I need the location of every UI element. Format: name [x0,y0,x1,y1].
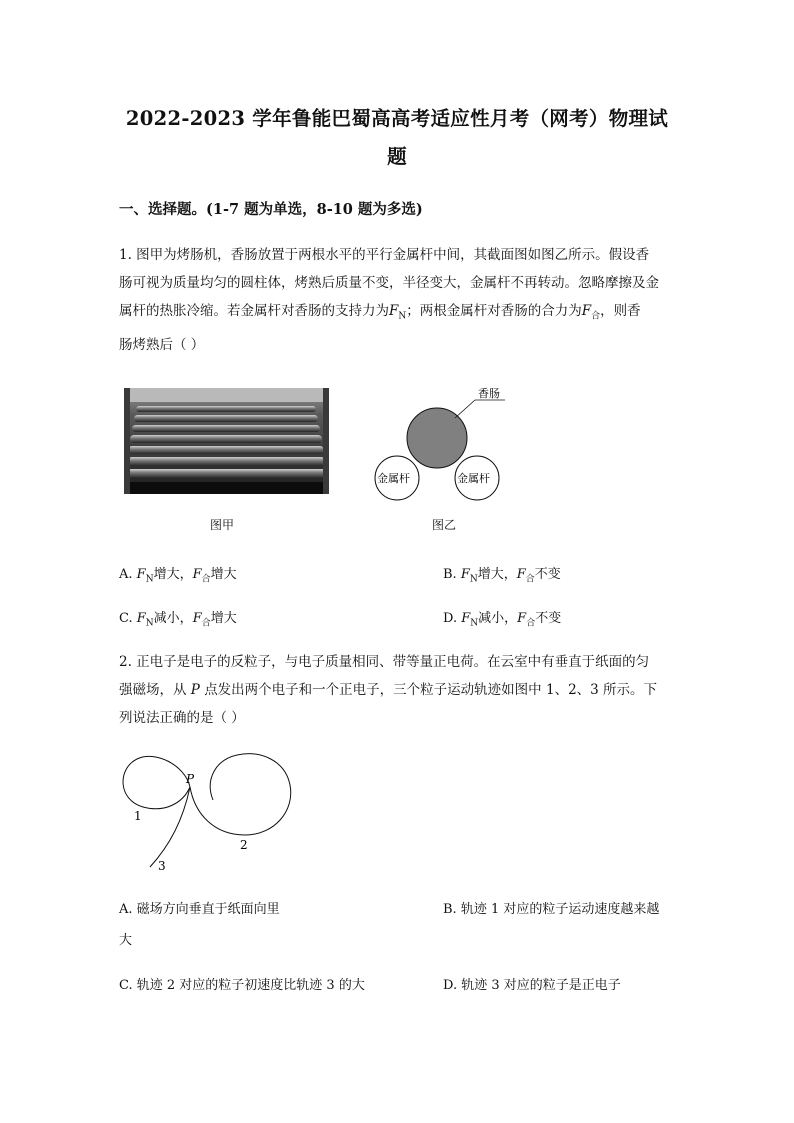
label-rod-left: 金属杆 [377,472,410,485]
question-1 [119,241,679,359]
q1-option-b[interactable]: B. $F_N$增大，$F_合$不变 [443,567,561,585]
q2-option-c[interactable]: C. 轨迹 2 对应的粒子初速度比轨迹 3 的大 [119,978,365,993]
label-p: P [186,772,195,786]
title-line-1: 2022-2023 学年鲁能巴蜀高高考适应性月考（网考）物理试 [125,107,669,130]
label-3: 3 [158,859,166,873]
grill-image [124,388,329,494]
q2-option-b[interactable]: B. 轨迹 1 对应的粒子运动速度越来越 [443,902,660,917]
sausage-grill-photo [124,388,329,494]
label-rod-right: 金属杆 [457,472,490,485]
label-2: 2 [240,838,248,852]
question-2 [119,648,679,732]
q2-option-a[interactable]: A. 磁场方向垂直于纸面向里 [119,902,280,917]
section-heading: 一、选择题。(1-7 题为单选，8-10 题为多选) [119,201,423,218]
trajectory-1 [123,756,190,808]
trajectory-2 [190,754,291,835]
q1-line-4: 肠烤熟后（ ） [119,336,205,353]
figure-a-caption: 图甲 [210,518,235,532]
label-sausage: 香肠 [478,387,500,400]
q2-line-1: 2. 正电子是电子的反粒子，与电子质量相同、带等量正电荷。在云室中有垂直于纸面的匀 [119,654,650,670]
figure-b-caption: 图乙 [432,518,457,532]
particle-trajectory-diagram [115,745,315,880]
q1-option-c[interactable]: C. $F_N$减小，$F_合$增大 [119,611,237,629]
q1-option-d[interactable]: D. $F_N$减小，$F_合$不变 [443,611,562,629]
q1-option-a[interactable]: A. $F_N$增大，$F_合$增大 [119,567,237,585]
q2-line-3: 列说法正确的是（ ） [119,710,245,726]
q2-option-b-continued: 大 [119,933,133,948]
sausage-leader-line [455,400,475,418]
cross-section-diagram [365,380,515,505]
exam-title [100,100,694,176]
q1-line-2: 肠可视为质量均匀的圆柱体，烤熟后质量不变，半径变大，金属杆不再转动。忽略摩擦及金 [119,275,659,291]
q1-line-3: 属杆的热胀冷缩。若金属杆对香肠的支持力为$F_N$；两根金属杆对香肠的合力为$F_合$，则香 [119,303,641,322]
label-1: 1 [134,809,142,823]
title-line-2: 题 [387,145,407,168]
q2-line-2: 强磁场，从 P 点发出两个电子和一个正电子，三个粒子运动轨迹如图中 1、2、3 所示。下 [119,682,658,698]
sausage-circle [407,408,467,468]
q1-line-1: 1. 图甲为烤肠机，香肠放置于两根水平的平行金属杆中间，其截面图如图乙所示。假设香 [119,247,650,263]
trajectory-3 [150,787,190,867]
q2-option-d[interactable]: D. 轨迹 3 对应的粒子是正电子 [443,978,621,993]
